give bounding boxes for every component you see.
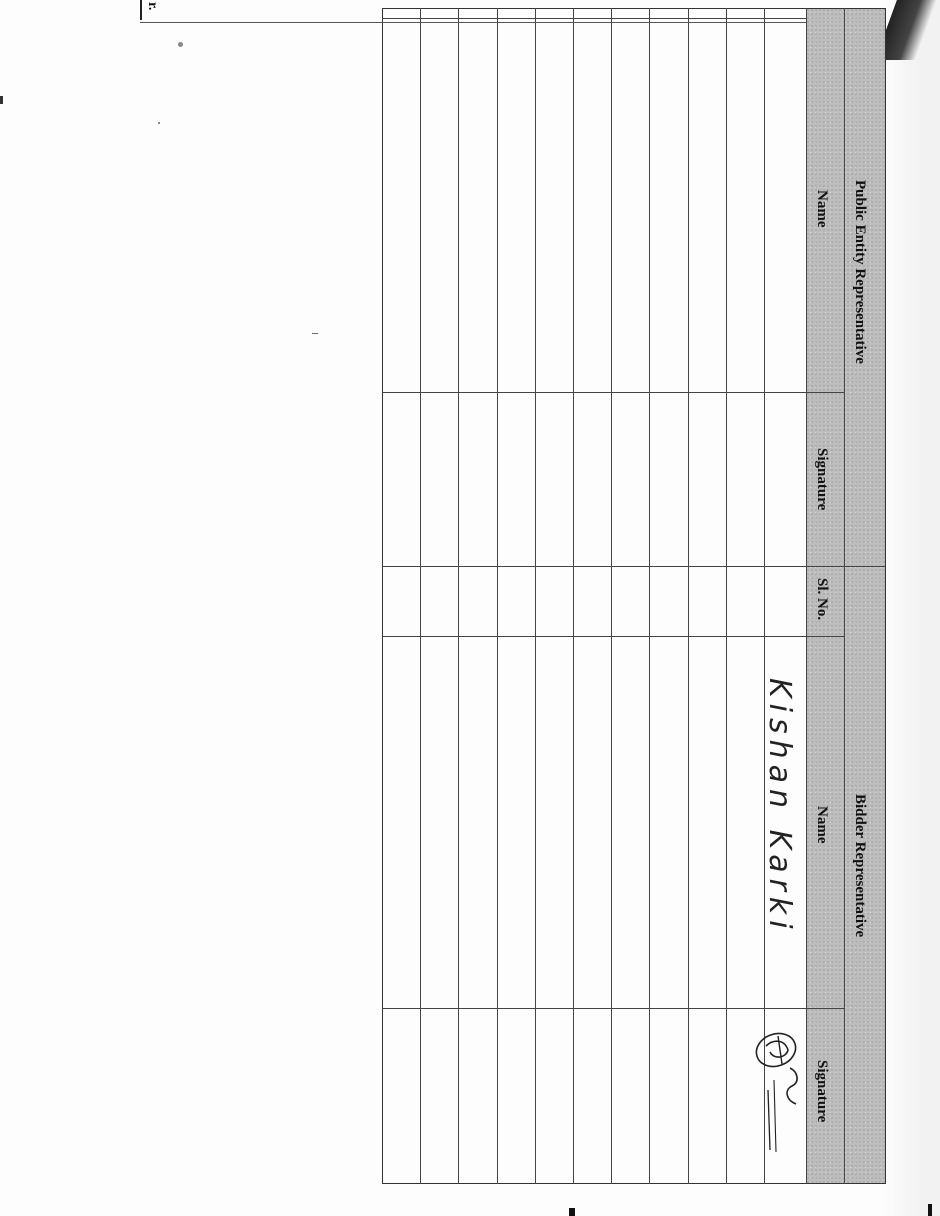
sl-no-cut-text: r. xyxy=(145,2,160,11)
scan-edge-shadow xyxy=(880,0,940,1216)
public-signature-header: Signature xyxy=(814,448,830,511)
column-divider xyxy=(382,18,806,19)
bidder-name-handwritten: Kishan Karki xyxy=(762,678,797,935)
bidder-signature-header: Signature xyxy=(814,1060,830,1123)
public-entity-title: Public Entity Representative xyxy=(852,180,868,364)
bottom-mark xyxy=(928,1204,932,1216)
dust-speck xyxy=(312,333,318,334)
dust-speck xyxy=(158,122,160,124)
column-divider xyxy=(382,1008,844,1009)
dust-speck xyxy=(178,42,183,47)
column-divider xyxy=(382,636,844,637)
sl-no-header: Sl. No. xyxy=(814,578,830,621)
cut-edge-line xyxy=(140,0,142,20)
header-subdivider xyxy=(844,566,845,1184)
dust-speck xyxy=(0,96,3,104)
column-divider xyxy=(382,392,844,393)
column-divider xyxy=(382,566,886,567)
bidder-title: Bidder Representative xyxy=(852,794,868,938)
public-name-header: Name xyxy=(814,190,830,228)
top-rule xyxy=(140,22,806,23)
bottom-mark xyxy=(569,1208,575,1216)
bidder-name-header: Name xyxy=(814,806,830,844)
header-subdivider xyxy=(844,8,845,568)
bidder-signature-image xyxy=(748,1020,808,1160)
